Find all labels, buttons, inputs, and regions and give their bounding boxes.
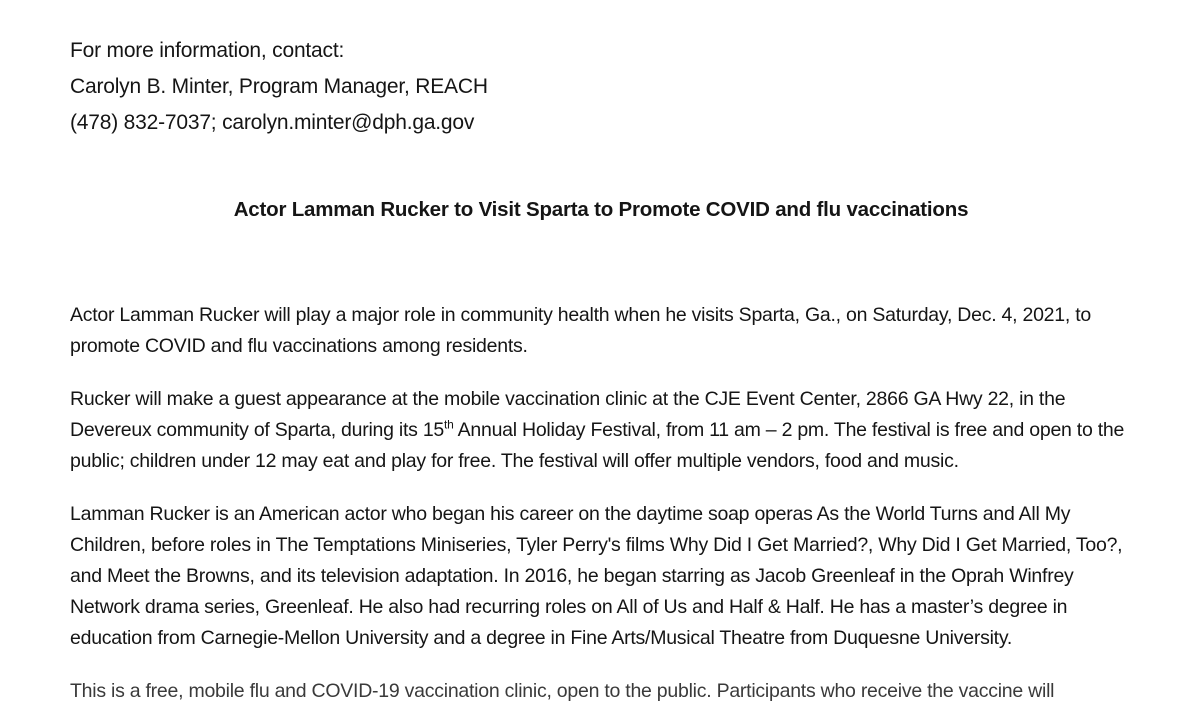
paragraph-event-details-text-after: Annual Holiday Festival, from 11 am – 2 pm. The festival is free and open to the public; children under 12 may eat and play for free. The festival will offer multiple vendors, food and music. [70, 419, 1125, 472]
ordinal-superscript: th [444, 417, 454, 432]
paragraph-event-details [70, 384, 1132, 477]
contact-block [70, 33, 1132, 141]
press-release-body [70, 300, 1132, 707]
contact-phone-email-line: (478) 832-7037; carolyn.minter@dph.ga.gov [70, 111, 475, 134]
paragraph-actor-bio: Lamman Rucker is an American actor who began his career on the daytime soap operas As the World Turns and All My Children, before roles in The Temptations Miniseries, Tyler Perry's films Why Did I Get Married?, Why Did I Get Married, Too?, and Meet the Browns, and its television adaptation. In 2016, he began starring as Jacob Greenleaf in the Oprah Winfrey Network drama series, Greenleaf. He also had recurring roles on All of Us and Half & Half. He has a master’s degree in education from Carnegie-Mellon University and a degree in Fine Arts/Musical Theatre from Duquesne University. [70, 503, 1123, 649]
paragraph-intro: Actor Lamman Rucker will play a major role in community health when he visits Sparta, Ga., on Saturday, Dec. 4, 2021, to promote COVID and flu vaccinations among residents. [70, 304, 1091, 357]
paragraph-clinic-info-clipped: This is a free, mobile flu and COVID-19 vaccination clinic, open to the public. Participants who receive the vaccine will [70, 680, 1055, 702]
paragraph-event-details-text-before: Rucker will make a guest appearance at the mobile vaccination clinic at the CJE Event Center, 2866 GA Hwy 22, in the Devereux community of Sparta, during its 15 [70, 388, 1066, 441]
press-release-title: Actor Lamman Rucker to Visit Sparta to Promote COVID and flu vaccinations [233, 198, 969, 221]
contact-intro-line: For more information, contact: [70, 39, 345, 62]
contact-person-line: Carolyn B. Minter, Program Manager, REACH [70, 75, 488, 98]
